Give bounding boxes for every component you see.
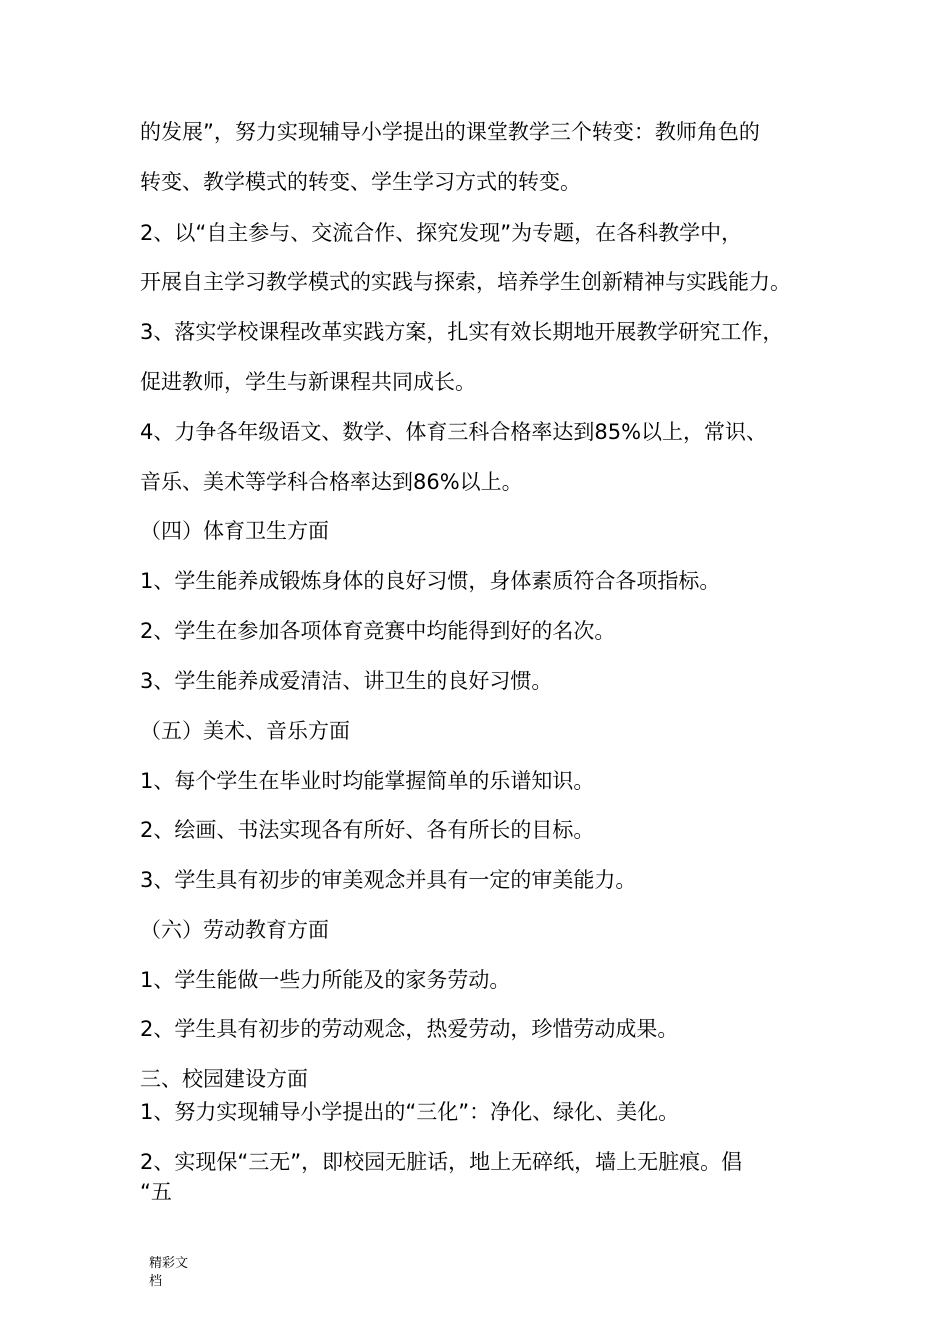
paragraph-line: 2、实现保“三无”，即校园无脏话，地上无碎纸，墙上无脏痕。倡	[140, 1150, 743, 1174]
paragraph-line: 开展自主学习教学模式的实践与探索，培养学生创新精神与实践能力。	[140, 270, 791, 294]
paragraph-line: 音乐、美术等学科合格率达到86%以上。	[140, 470, 523, 494]
section-heading: （五）美术、音乐方面	[140, 719, 350, 743]
footer-line: 精彩文	[149, 1256, 189, 1271]
paragraph-line: 2、绘画、书法实现各有所好、各有所长的目标。	[140, 818, 595, 842]
paragraph-line: 2、学生具有初步的劳动观念，热爱劳动，珍惜劳动成果。	[140, 1017, 679, 1041]
page-footer	[149, 1255, 209, 1291]
paragraph-line: 4、力争各年级语文、数学、体育三科合格率达到85%以上，常识、	[140, 420, 768, 444]
paragraph-line: 1、学生能养成锻炼身体的良好习惯，身体素质符合各项指标。	[140, 569, 721, 593]
section-heading: （六）劳动教育方面	[140, 918, 329, 942]
paragraph-line: 促进教师，学生与新课程共同成长。	[140, 370, 476, 394]
paragraph-line: 3、学生具有初步的审美观念并具有一定的审美能力。	[140, 868, 637, 892]
section-heading: 三、校园建设方面	[140, 1067, 308, 1091]
paragraph-line: 3、落实学校课程改革实践方案，扎实有效长期地开展教学研究工作，	[140, 320, 784, 344]
paragraph-line: 的发展”，努力实现辅导小学提出的课堂教学三个转变：教师角色的	[140, 120, 760, 144]
paragraph-line: 1、每个学生在毕业时均能掌握简单的乐谱知识。	[140, 769, 595, 793]
paragraph-line: 1、努力实现辅导小学提出的“三化”：净化、绿化、美化。	[140, 1100, 680, 1124]
paragraph-line: 1、学生能做一些力所能及的家务劳动。	[140, 968, 511, 992]
footer-line: 档	[149, 1274, 163, 1289]
section-heading: （四）体育卫生方面	[140, 519, 329, 543]
paragraph-line: 转变、教学模式的转变、学生学习方式的转变。	[140, 170, 581, 194]
paragraph-line: “五	[140, 1180, 172, 1204]
paragraph-line: 2、以“自主参与、交流合作、探究发现”为专题，在各科教学中，	[140, 221, 743, 245]
paragraph-line: 2、学生在参加各项体育竞赛中均能得到好的名次。	[140, 619, 616, 643]
paragraph-line: 3、学生能养成爱清洁、讲卫生的良好习惯。	[140, 669, 553, 693]
